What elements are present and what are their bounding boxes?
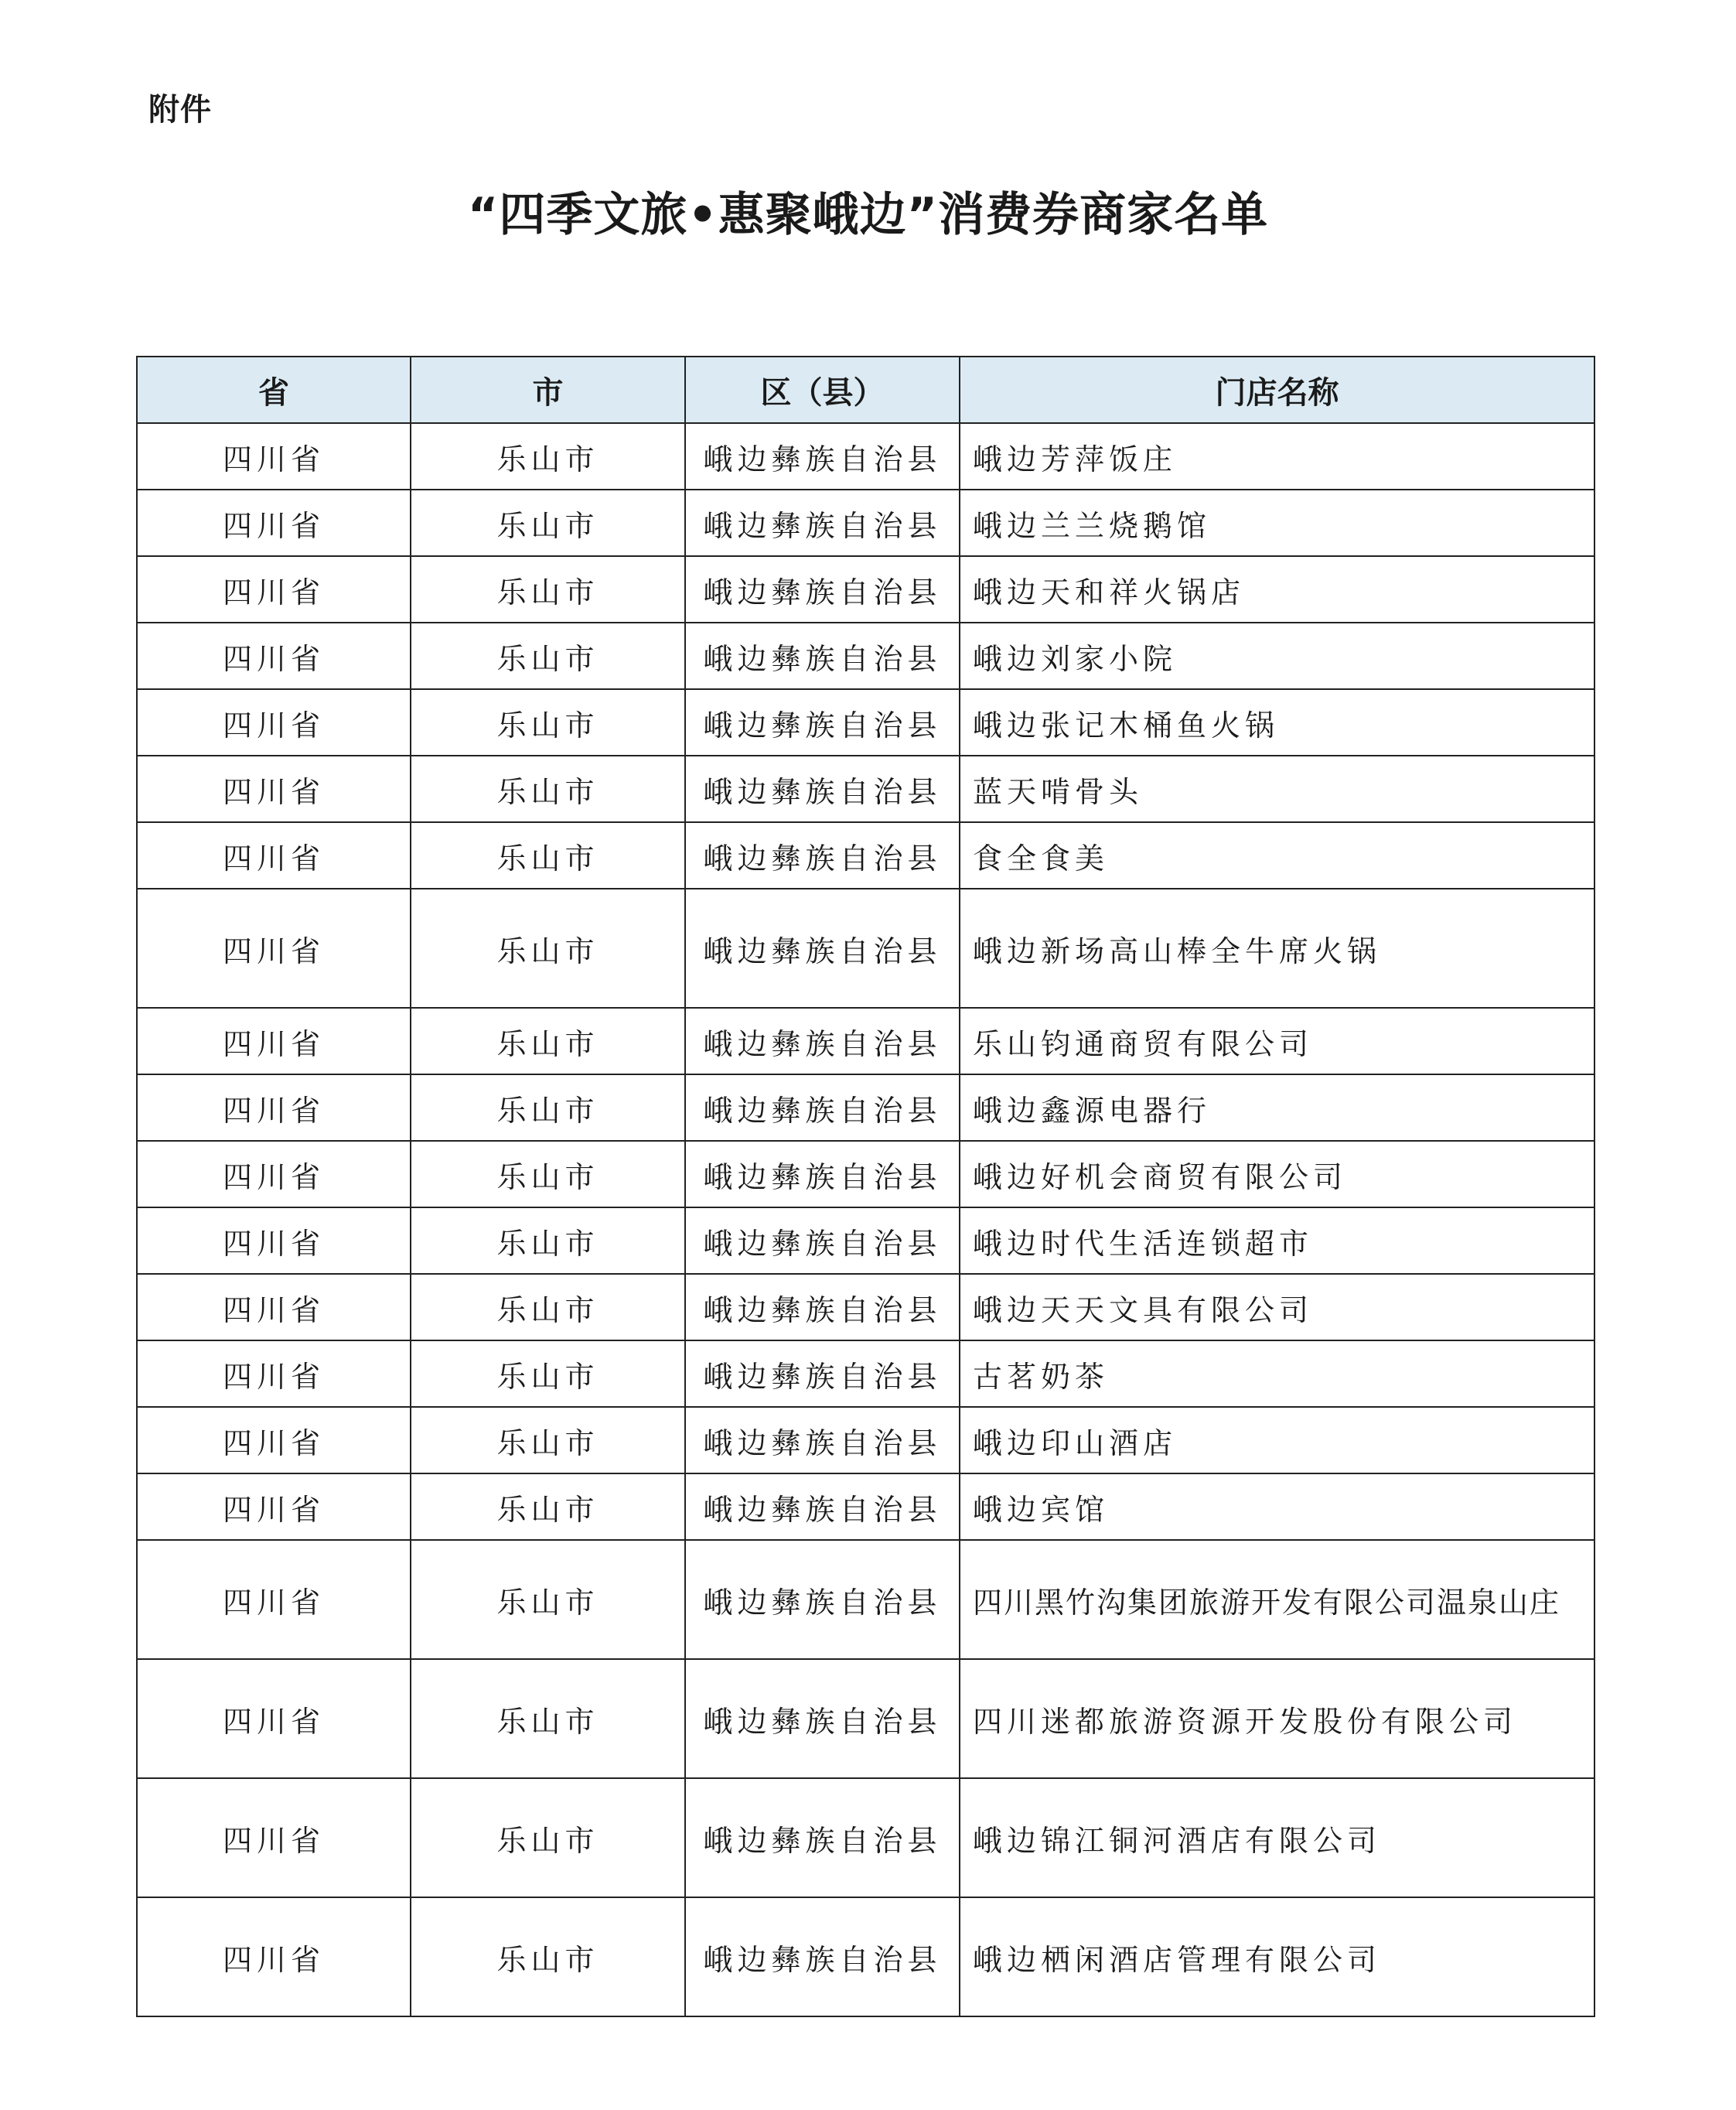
table-row	[137, 1141, 1594, 1207]
cell-store-name: 峨边宾馆	[960, 1473, 1594, 1540]
cell-store-name: 峨边栖闲酒店管理有限公司	[960, 1897, 1594, 2016]
cell-store-name: 峨边天和祥火锅店	[960, 556, 1594, 623]
cell-city: 乐山市	[411, 423, 685, 490]
cell-province: 四川省	[137, 1659, 411, 1778]
cell-county: 峨边彝族自治县	[685, 623, 960, 689]
cell-city: 乐山市	[411, 756, 685, 822]
cell-county: 峨边彝族自治县	[685, 1340, 960, 1407]
cell-province: 四川省	[137, 490, 411, 556]
table-row	[137, 556, 1594, 623]
cell-city: 乐山市	[411, 1659, 685, 1778]
cell-store-name: 峨边兰兰烧鹅馆	[960, 490, 1594, 556]
table-row	[137, 889, 1594, 1008]
cell-province: 四川省	[137, 1207, 411, 1274]
cell-province: 四川省	[137, 1407, 411, 1473]
header-county: 区（县）	[685, 357, 960, 423]
table-row	[137, 1074, 1594, 1141]
cell-county: 峨边彝族自治县	[685, 889, 960, 1008]
table-row	[137, 1897, 1594, 2016]
header-city: 市	[411, 357, 685, 423]
cell-county: 峨边彝族自治县	[685, 490, 960, 556]
table-row	[137, 1008, 1594, 1074]
cell-city: 乐山市	[411, 1008, 685, 1074]
cell-province: 四川省	[137, 1897, 411, 2016]
table-row	[137, 1274, 1594, 1340]
cell-city: 乐山市	[411, 1340, 685, 1407]
cell-province: 四川省	[137, 1340, 411, 1407]
cell-province: 四川省	[137, 756, 411, 822]
cell-county: 峨边彝族自治县	[685, 1473, 960, 1540]
cell-city: 乐山市	[411, 822, 685, 889]
cell-city: 乐山市	[411, 1897, 685, 2016]
cell-city: 乐山市	[411, 1407, 685, 1473]
table-row	[137, 1340, 1594, 1407]
cell-province: 四川省	[137, 689, 411, 756]
table-row	[137, 689, 1594, 756]
cell-province: 四川省	[137, 1008, 411, 1074]
cell-city: 乐山市	[411, 1207, 685, 1274]
cell-province: 四川省	[137, 423, 411, 490]
cell-store-name: 峨边刘家小院	[960, 623, 1594, 689]
cell-county: 峨边彝族自治县	[685, 556, 960, 623]
table-row	[137, 623, 1594, 689]
attachment-label: 附件	[148, 92, 212, 128]
cell-store-name: 峨边时代生活连锁超市	[960, 1207, 1594, 1274]
cell-city: 乐山市	[411, 1540, 685, 1659]
cell-store-name: 峨边锦江铜河酒店有限公司	[960, 1778, 1594, 1897]
table-row	[137, 1407, 1594, 1473]
cell-county: 峨边彝族自治县	[685, 1778, 960, 1897]
cell-county: 峨边彝族自治县	[685, 1659, 960, 1778]
cell-province: 四川省	[137, 1473, 411, 1540]
cell-store-name: 峨边张记木桶鱼火锅	[960, 689, 1594, 756]
cell-store-name: 峨边好机会商贸有限公司	[960, 1141, 1594, 1207]
cell-province: 四川省	[137, 889, 411, 1008]
cell-county: 峨边彝族自治县	[685, 1540, 960, 1659]
cell-city: 乐山市	[411, 1074, 685, 1141]
cell-city: 乐山市	[411, 689, 685, 756]
cell-province: 四川省	[137, 822, 411, 889]
cell-county: 峨边彝族自治县	[685, 1407, 960, 1473]
table-header-row	[137, 357, 1594, 423]
table-row	[137, 822, 1594, 889]
cell-province: 四川省	[137, 1074, 411, 1141]
cell-store-name: 峨边新场高山棒全牛席火锅	[960, 889, 1594, 1008]
cell-city: 乐山市	[411, 1778, 685, 1897]
cell-county: 峨边彝族自治县	[685, 1897, 960, 2016]
cell-store-name: 食全食美	[960, 822, 1594, 889]
cell-county: 峨边彝族自治县	[685, 423, 960, 490]
cell-store-name: 乐山钧通商贸有限公司	[960, 1008, 1594, 1074]
header-store-name: 门店名称	[960, 357, 1594, 423]
cell-county: 峨边彝族自治县	[685, 1008, 960, 1074]
table-row	[137, 1473, 1594, 1540]
table-row	[137, 490, 1594, 556]
cell-store-name: 峨边天天文具有限公司	[960, 1274, 1594, 1340]
cell-county: 峨边彝族自治县	[685, 1141, 960, 1207]
header-province: 省	[137, 357, 411, 423]
cell-county: 峨边彝族自治县	[685, 1207, 960, 1274]
cell-county: 峨边彝族自治县	[685, 822, 960, 889]
cell-county: 峨边彝族自治县	[685, 756, 960, 822]
cell-county: 峨边彝族自治县	[685, 1274, 960, 1340]
cell-city: 乐山市	[411, 556, 685, 623]
table-row	[137, 756, 1594, 822]
cell-city: 乐山市	[411, 490, 685, 556]
table-row	[137, 1778, 1594, 1897]
table-row	[137, 1540, 1594, 1659]
cell-county: 峨边彝族自治县	[685, 1074, 960, 1141]
cell-city: 乐山市	[411, 1274, 685, 1340]
cell-store-name: 峨边鑫源电器行	[960, 1074, 1594, 1141]
cell-city: 乐山市	[411, 1141, 685, 1207]
cell-province: 四川省	[137, 1274, 411, 1340]
cell-store-name: 峨边印山酒店	[960, 1407, 1594, 1473]
cell-province: 四川省	[137, 1778, 411, 1897]
cell-province: 四川省	[137, 623, 411, 689]
table-row	[137, 1659, 1594, 1778]
cell-city: 乐山市	[411, 889, 685, 1008]
cell-province: 四川省	[137, 556, 411, 623]
cell-store-name: 古茗奶茶	[960, 1340, 1594, 1407]
cell-county: 峨边彝族自治县	[685, 689, 960, 756]
table-row	[137, 423, 1594, 490]
cell-city: 乐山市	[411, 623, 685, 689]
table-row	[137, 1207, 1594, 1274]
cell-province: 四川省	[137, 1540, 411, 1659]
merchant-table	[136, 356, 1595, 2017]
cell-store-name: 峨边芳萍饭庄	[960, 423, 1594, 490]
cell-city: 乐山市	[411, 1473, 685, 1540]
cell-store-name: 四川黑竹沟集团旅游开发有限公司温泉山庄	[960, 1540, 1594, 1659]
cell-store-name: 四川迷都旅游资源开发股份有限公司	[960, 1659, 1594, 1778]
cell-store-name: 蓝天啃骨头	[960, 756, 1594, 822]
page-title: “四季文旅•惠聚峨边”消费券商家名单	[467, 188, 1269, 242]
cell-province: 四川省	[137, 1141, 411, 1207]
